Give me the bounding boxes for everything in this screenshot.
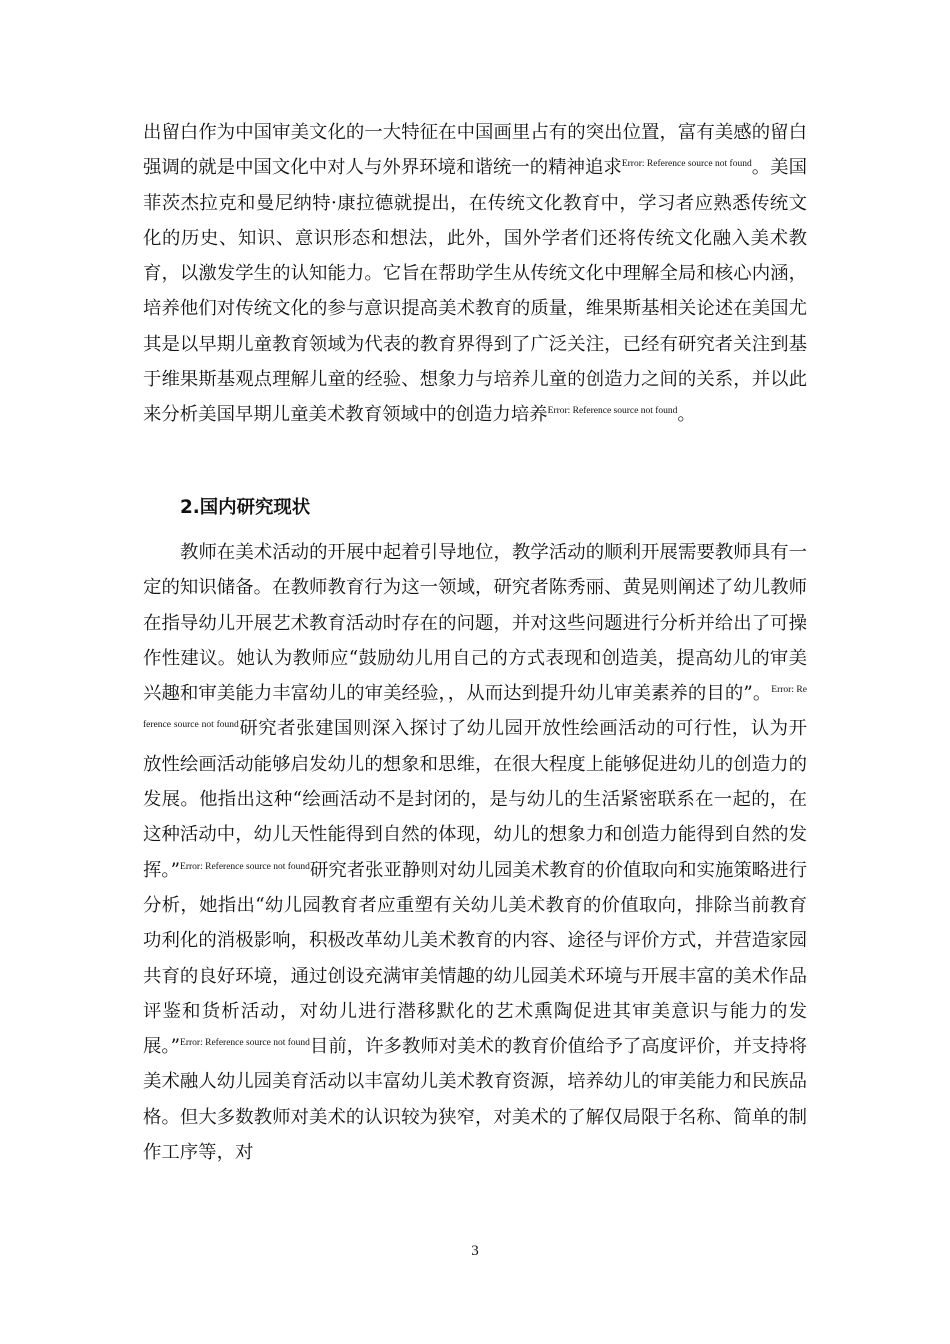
reference-error-note: Error: Reference source not found bbox=[180, 861, 310, 872]
paragraph-text: 出留白作为中国审美文化的一大特征在中国画里占有的突出位置，富有美感的留白强调的就是中国文化中对人与外界环境和谐统一的精神追求 bbox=[143, 122, 807, 179]
paragraph-text: 。 bbox=[677, 404, 696, 426]
reference-error-note: Error: Reference source not found bbox=[547, 406, 678, 417]
paragraph-text: 研究者张建国则深入探讨了幼儿园开放性绘画活动的可行性，认为开放性绘画活动能够启发幼儿的想象和思维，在很大程度上能够促进幼儿的创造力的发展。他指出这种“绘画活动不是封闭的，是与幼儿的生活紧密联系在一起的，在这种活动中，幼儿天性能得到自然的体现，幼儿的想象力和创造力能得到自然的发挥。” bbox=[143, 718, 807, 881]
paragraph-text: 目前，许多教师对美术的教育价值给予了高度评价，并支持将美术融人幼儿园美育活动以丰富幼儿美术教育资源，培养幼儿的审美能力和民族品格。但大多数教师对美术的认识较为狭窄，对美术的了解仅局限于名称、简单的制作工序等，对 bbox=[143, 1036, 807, 1164]
reference-error-note: Error: Reference source not found bbox=[180, 1038, 310, 1049]
paragraph-text: 教师在美术活动的开展中起着引导地位，教学活动的顺利开展需要教师具有一定的知识储备。在教师教育行为这一领域，研究者陈秀丽、黄晃则阐述了幼儿教师在指导幼儿开展艺术教育活动时存在的问题，并对这些问题进行分析并给出了可操作性建议。她认为教师应“鼓励幼儿用自己的方式表现和创造美，提高幼儿的审美兴趣和审美能力丰富幼儿的审美经验，，从而达到提升幼儿审美素养的目的”。 bbox=[143, 542, 807, 705]
section-heading: 2.国内研究现状 bbox=[180, 497, 311, 518]
page-number: 3 bbox=[471, 1243, 479, 1259]
body-paragraph-1 bbox=[143, 115, 807, 433]
paragraph-text: 。美国菲茨杰拉克和曼尼纳特·康拉德就提出，在传统文化教育中，学习者应熟悉传统文化的历史、知识、意识形态和想法，此外，国外学者们还将传统文化融入美术教育，以激发学生的认知能力。它旨在帮助学生从传统文化中理解全局和核心内涵，培养他们对传统文化的参与意识提高美术教育的质量，维果斯基相关论述在美国尤其是以早期儿童教育领域为代表的教育界得到了广泛关注，已经有研究者关注到基于维果斯基观点理解儿童的经验、想象力与培养儿童的创造力之间的关系，并以此来分析美国早期儿童美术教育领域中的创造力培养 bbox=[143, 157, 807, 426]
body-paragraph-2 bbox=[143, 535, 807, 1170]
paragraph-text: 研究者张亚静则对幼儿园美术教育的价值取向和实施策略进行分析，她指出“幼儿园教育者应重塑有关幼儿美术教育的价值取向，排除当前教育功利化的消极影响，积极改革幼儿美术教育的内容、途径与评价方式，并营造家园共育的良好环境，通过创设充满审美情趣的幼儿园美术环境与开展丰富的美术作品评鉴和货析活动，对幼儿进行潜移默化的艺术熏陶促进其审美意识与能力的发展。” bbox=[143, 859, 807, 1058]
reference-error-note: Error: Reference source not found bbox=[621, 159, 752, 170]
reference-error-note: Error: Reference source not found bbox=[143, 685, 807, 731]
